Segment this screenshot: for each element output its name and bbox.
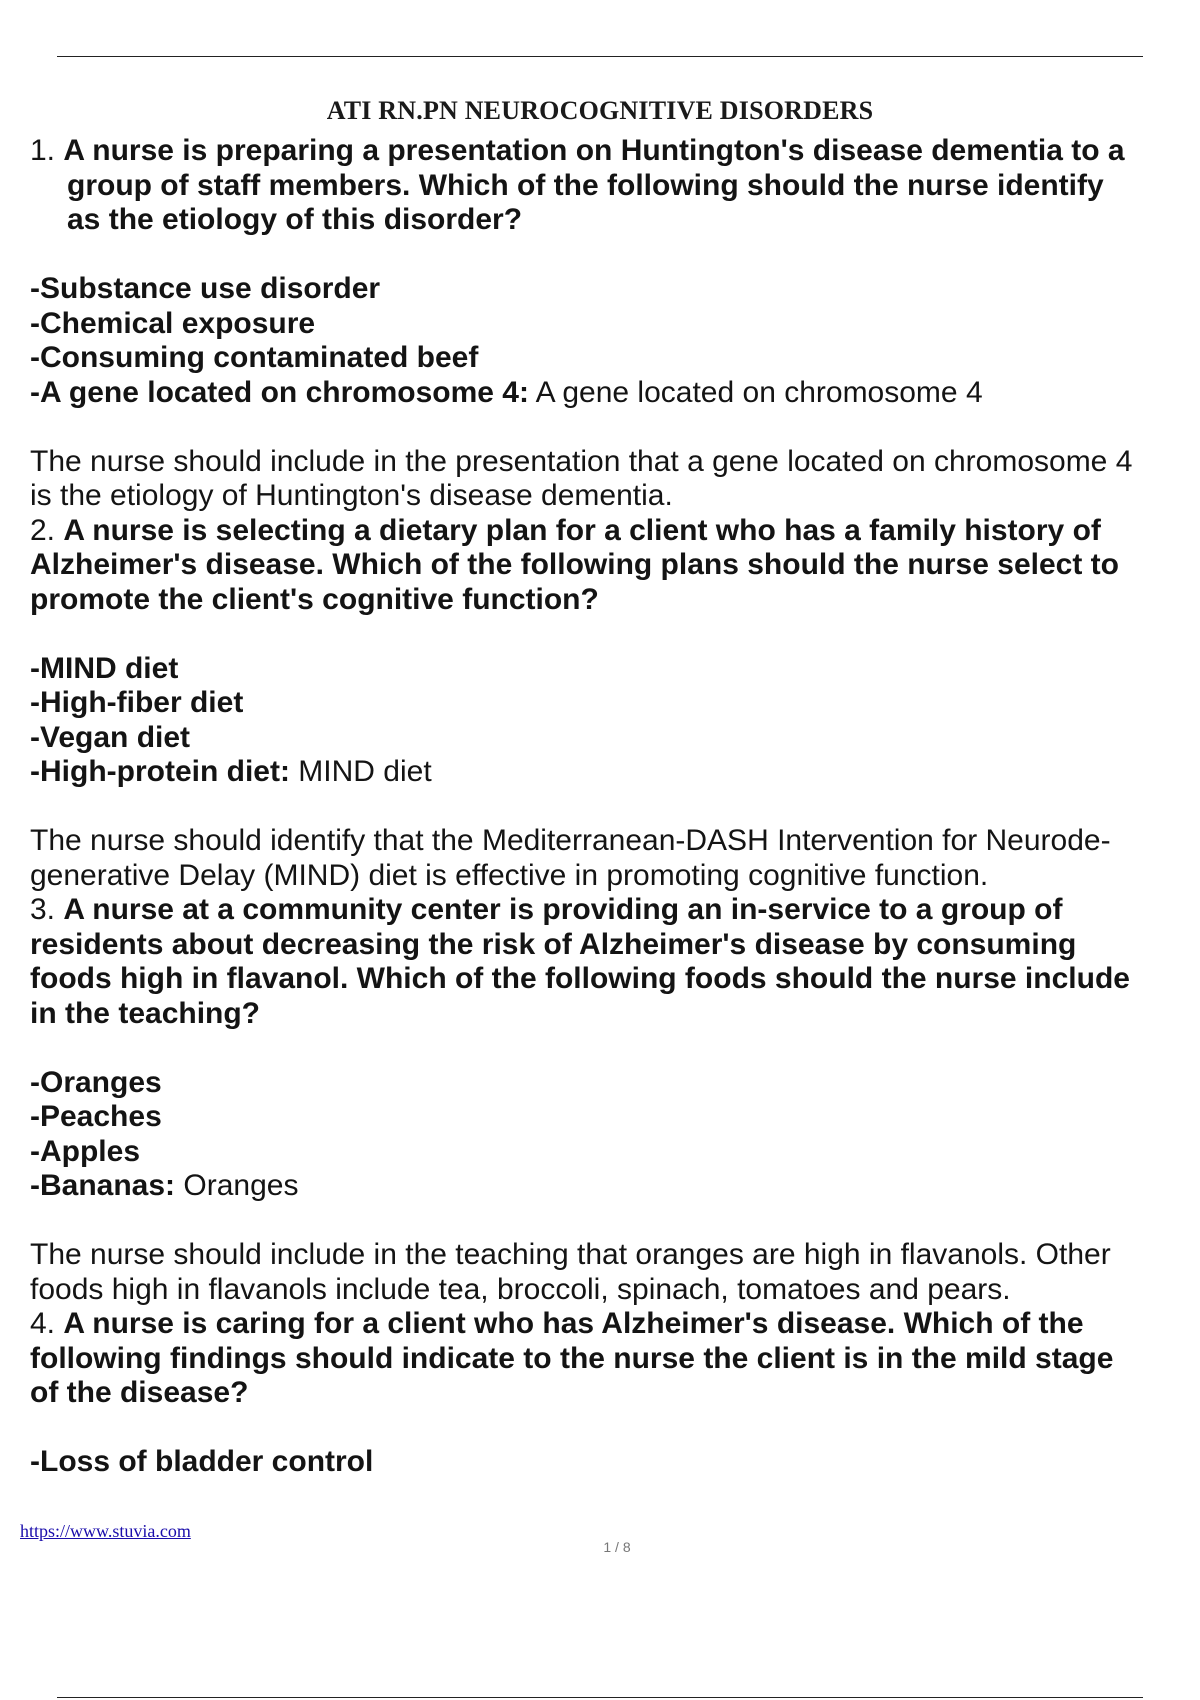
document-body xyxy=(30,134,1200,1480)
question-number: 1. xyxy=(30,134,56,167)
question-number: 4. xyxy=(30,1307,56,1340)
answer-option: -High-fiber diet xyxy=(30,686,244,719)
footer-link[interactable]: https://www.stuvia.com xyxy=(20,1521,191,1541)
document-title: ATI RN.PN NEUROCOGNITIVE DISORDERS xyxy=(326,96,874,125)
question-text: group of staff members. Which of the following should the nurse identify xyxy=(67,168,1104,202)
question-text: foods high in flavanol. Which of the following foods should the nurse include xyxy=(30,962,1130,995)
question-1 xyxy=(30,134,1200,514)
question-text: in the teaching? xyxy=(30,996,261,1030)
rationale: The nurse should include in the teaching that oranges are high in flavanols. Other xyxy=(30,1238,1111,1271)
rationale: The nurse should include in the presentation that a gene located on chromosome 4 xyxy=(30,444,1133,478)
answer-option: -Loss of bladder control xyxy=(30,1445,374,1478)
answer-option: -Chemical exposure xyxy=(30,306,316,340)
rationale: foods high in flavanols include tea, broccoli, spinach, tomatoes and pears. xyxy=(30,1272,1011,1306)
answer-option: -High-protein diet: xyxy=(30,755,290,788)
question-text: promote the client's cognitive function? xyxy=(30,582,599,616)
rationale: generative Delay (MIND) diet is effective in promoting cognitive function. xyxy=(30,858,989,892)
question-number: 2. xyxy=(30,513,56,547)
question-3 xyxy=(30,893,1200,1307)
question-text: as the etiology of this disorder? xyxy=(67,203,523,236)
rationale: The nurse should identify that the Mediterranean-DASH Intervention for Neurode- xyxy=(30,824,1111,857)
answer-option: -Consuming contaminated beef xyxy=(30,341,479,374)
answer-option: -Bananas: xyxy=(30,1169,176,1202)
question-text: Alzheimer's disease. Which of the following plans should the nurse select to xyxy=(30,548,1119,581)
rationale: is the etiology of Huntington's disease dementia. xyxy=(30,479,673,512)
top-rule xyxy=(57,56,1143,57)
question-text: A nurse is caring for a client who has Alzheimer's disease. Which of the xyxy=(63,1307,1084,1340)
question-4 xyxy=(30,1307,1200,1480)
question-2 xyxy=(30,514,1200,894)
correct-answer: A gene located on chromosome 4 xyxy=(535,375,983,409)
question-text: A nurse is preparing a presentation on Huntington's disease dementia to a xyxy=(63,134,1125,167)
question-number: 3. xyxy=(30,893,56,926)
question-text: following findings should indicate to the nurse the client is in the mild stage xyxy=(30,1341,1114,1375)
page-number: 1 / 8 xyxy=(603,1539,631,1555)
answer-option: -Substance use disorder xyxy=(30,272,381,305)
answer-option: -Vegan diet xyxy=(30,720,191,754)
answer-option: -MIND diet xyxy=(30,651,179,685)
bottom-rule xyxy=(57,1697,1143,1698)
question-text: of the disease? xyxy=(30,1376,249,1409)
answer-option: -Peaches xyxy=(30,1100,162,1133)
question-text: A nurse is selecting a dietary plan for a client who has a family history of xyxy=(63,513,1101,547)
answer-option: -Oranges xyxy=(30,1065,162,1099)
answer-option: -A gene located on chromosome 4: xyxy=(30,375,529,409)
question-text: A nurse at a community center is providing an in-service to a group of xyxy=(63,893,1063,926)
answer-option: -Apples xyxy=(30,1134,141,1168)
question-text: residents about decreasing the risk of Alzheimer's disease by consuming xyxy=(30,927,1077,961)
correct-answer: MIND diet xyxy=(298,755,432,788)
correct-answer: Oranges xyxy=(183,1169,299,1202)
